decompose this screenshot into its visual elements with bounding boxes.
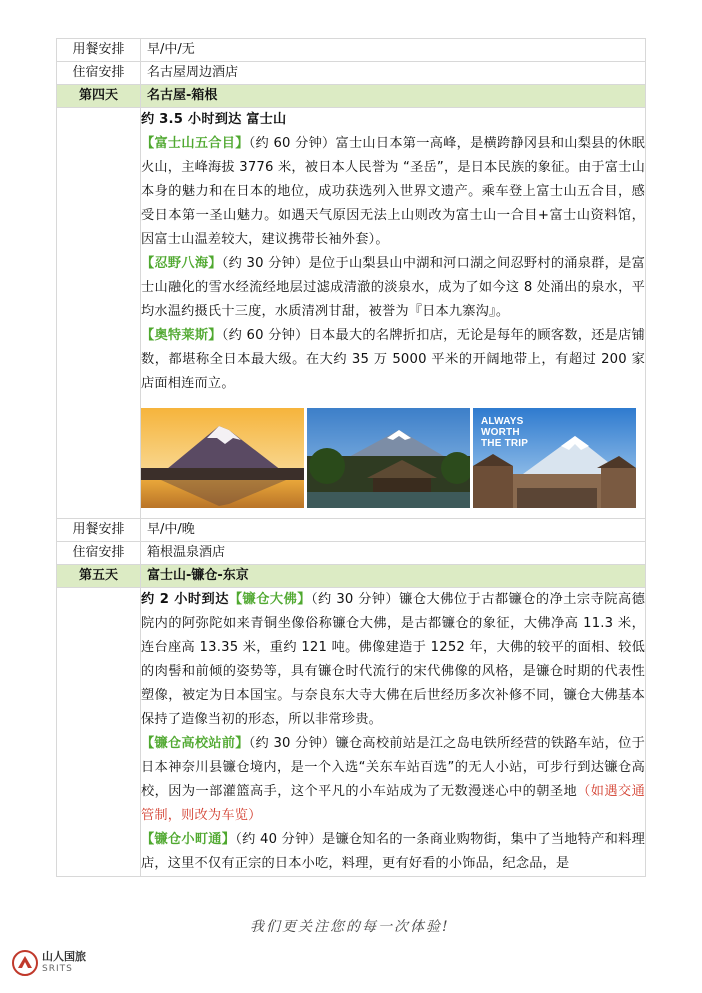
- meal-label: 用餐安排: [57, 39, 141, 62]
- spot-desc: （约 60 分钟）富士山日本第一高峰，是横跨静冈县和山梨县的休眠火山，主峰海拔 3776 米，被日本人民誉为 “圣岳”，是日本民族的象征。由于富士山本身的魅力和在日本的地位，成功获选列入世界文遗产。乘车登上富士山五合目，感受日本第一圣山魅力。如遇天气原因无法上山则改为富士山一合目+富士山资料馆，因富士山温差较大，建议携带长袖外套）。: [141, 136, 645, 247]
- day4-header-row: [57, 85, 646, 108]
- brand-logo: [12, 950, 86, 976]
- stay-label: 住宿安排: [57, 542, 141, 565]
- stay-value: 箱根温泉酒店: [141, 542, 646, 565]
- meal-label: 用餐安排: [57, 519, 141, 542]
- meal-row: [57, 39, 646, 62]
- spot-name: 【镰仓高校站前】: [141, 736, 249, 751]
- spot-desc: （约 30 分钟）是位于山梨县山中湖和河口湖之间忍野村的涌泉群，是富士山融化的雪水经流经地层过滤成清澈的淡泉水，成为了如今这 8 处涌出的泉水，平均水温约摄氏十三度，水质清冽甘甜，被誉为『日本九寨沟』。: [141, 256, 645, 319]
- day4-content-row: [57, 108, 646, 519]
- footer-signature: 我们更关注您的每一次体验!: [250, 919, 450, 935]
- day4-label: 第四天: [57, 85, 141, 108]
- spot-desc: （约 60 分钟）日本最大的名牌折扣店，无论是每年的顾客数，还是店铺数，都堪称全日本最大级。在大约 35 万 5000 平米的开阔地带上，有超过 200 家店面相连而立。: [141, 328, 645, 391]
- day5-label: 第五天: [57, 565, 141, 588]
- stay-value: 名古屋周边酒店: [141, 62, 646, 85]
- logo-icon: [12, 950, 38, 976]
- outlet-photo: [473, 408, 636, 508]
- spot-desc: （约 30 分钟）镰仓大佛位于古都镰仓的净土宗寺院高德院内的阿弥陀如来青铜坐像俗称镰仓大佛，是古都镰仓的象征，大佛净高 11.3 米，连台座高 13.35 米，重约 121 吨。佛像建造于 1252 年，大佛的较平的面相、较低的肉髻和前倾的姿势等，具有镰仓时代流行的宋代佛像的风格，是镰仓时期的代表性塑像，被定为日本国宝。与奈良东大寺大佛在后世经历多次补修不同，镰仓大佛基本保持了造像当初的形态，所以非常珍贵。: [141, 592, 645, 727]
- oshino-hakkai-photo: [307, 408, 470, 508]
- spot-desc: （约 30 分钟）镰仓高校前站是江之岛电铁所经营的铁路车站，位于日本神奈川县镰仓境内，是一个入选“关东车站百选”的无人小站，可步行到达镰仓高校，因为一部灌篮高手，这个平凡的小车站成为了无数漫迷心中的朝圣地: [141, 736, 645, 799]
- day5-route: 富士山-镰仓-东京: [141, 565, 646, 588]
- day5-header-row: [57, 565, 646, 588]
- spot-name: 【镰仓大佛】: [228, 592, 311, 607]
- spot-name: 【富士山五合目】: [141, 136, 249, 151]
- stay-row: [57, 62, 646, 85]
- day4-route: 名古屋-箱根: [141, 85, 646, 108]
- day5-content: [141, 588, 646, 877]
- photo-strip: [141, 408, 645, 508]
- traffic-note: （如遇交通管制，则改为车览）: [141, 784, 645, 823]
- photo-caption: ALWAYS WORTH THE TRIP: [481, 416, 529, 449]
- spot-name: 【奥特莱斯】: [141, 328, 222, 343]
- spot-name: 【忍野八海】: [141, 256, 222, 271]
- meal-value: 早/中/无: [141, 39, 646, 62]
- day4-intro: 约 3.5 小时到达 富士山: [141, 112, 287, 127]
- logo-en: SRITS: [42, 964, 73, 974]
- stay-row: [57, 542, 646, 565]
- meal-row: [57, 519, 646, 542]
- spot-name: 【镰仓小町通】: [141, 832, 236, 847]
- itinerary-table: [56, 38, 646, 877]
- logo-name: 山人国旅: [42, 950, 86, 963]
- day5-intro: 约 2 小时到达: [141, 592, 229, 607]
- meal-value: 早/中/晚: [141, 519, 646, 542]
- stay-label: 住宿安排: [57, 62, 141, 85]
- spot-desc: （约 40 分钟）是镰仓知名的一条商业购物街，集中了当地特产和料理店，这里不仅有正宗的日本小吃，料理，更有好看的小饰品，纪念品，是: [141, 832, 645, 871]
- day4-content: [141, 108, 646, 519]
- day5-content-row: [57, 588, 646, 877]
- fuji-sunset-photo: [141, 408, 304, 508]
